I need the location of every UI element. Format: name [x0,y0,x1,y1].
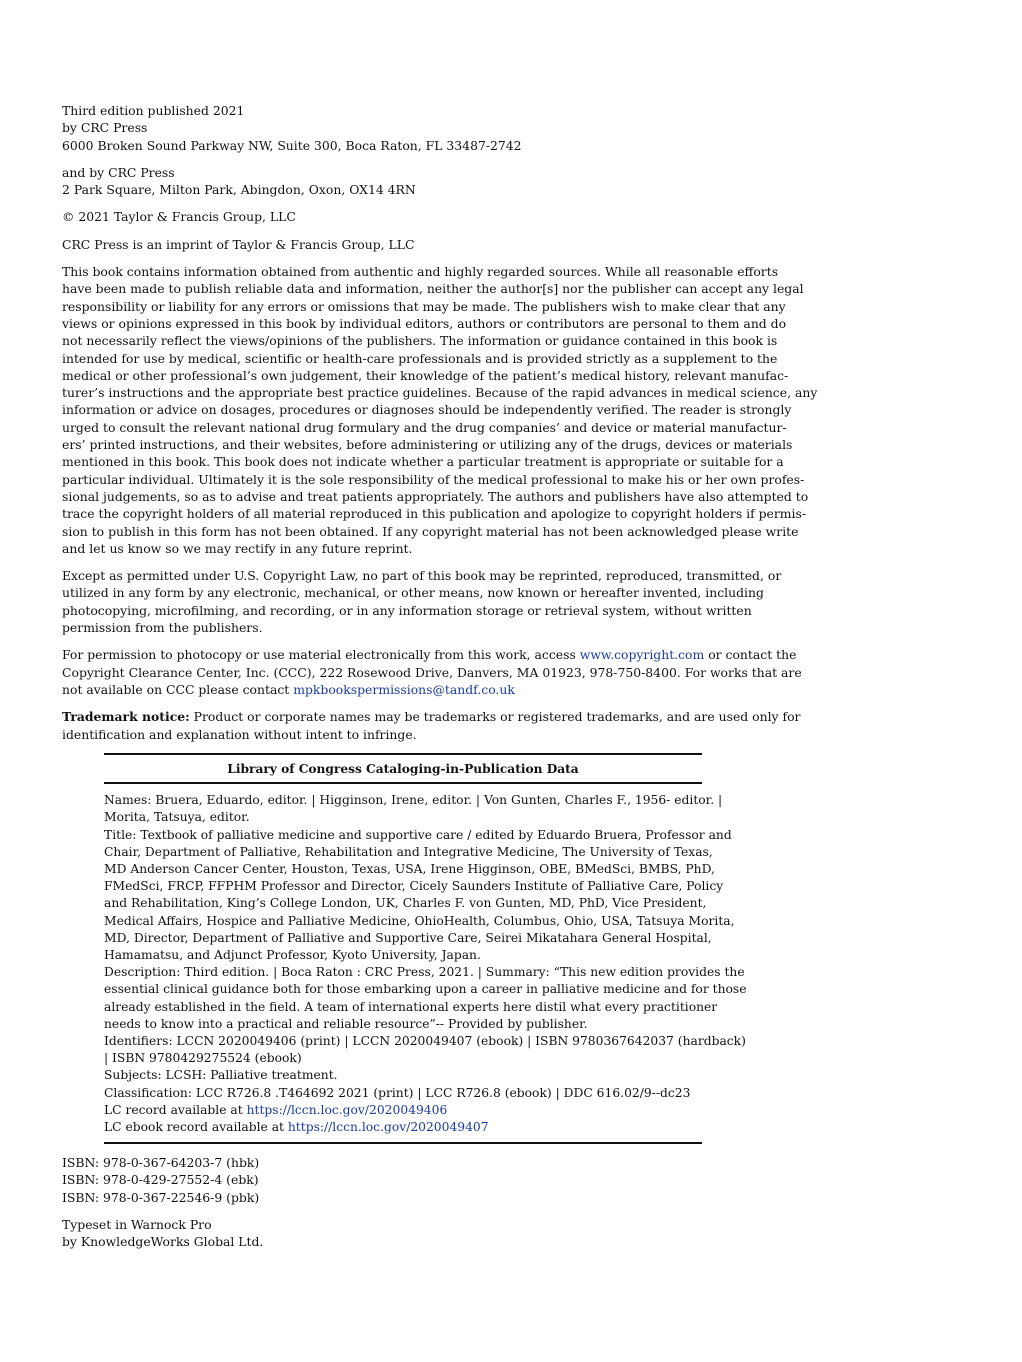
disclaimer-line: urged to consult the relevant national drug formulary and the drug companies’ and device or material manufactur- [62,419,787,435]
typeset-line: by KnowledgeWorks Global Ltd. [62,1234,264,1250]
cip-line: Classification: LCC R726.8 .T464692 2021 (print) | LCC R726.8 (ebook) | DDC 616.02/9--dc23 [104,1085,691,1100]
copyright-website-link[interactable]: www.copyright.com [579,647,705,663]
copyright-law-paragraph [62,567,782,636]
copyright-law-line: permission from the publishers. [62,620,263,636]
cip-line: Subjects: LCSH: Palliative treatment. [104,1068,338,1083]
cip-line: FMedSci, FRCP, FFPHM Professor and Director, Cicely Saunders Institute of Palliative Care, Policy [104,879,724,894]
permission-line [62,681,744,698]
cip-line: needs to know into a practical and reliable resource”-- Provided by publisher. [104,1016,588,1031]
disclaimer-line: mentioned in this book. This book does not indicate whether a particular treatment is appropriate or suitable for a [62,454,784,470]
permission-text: For permission to photocopy or use material electronically from this work, access [62,647,580,663]
cip-line: Morita, Tatsuya, editor. [104,810,250,825]
imprint-notice [62,236,744,253]
imprint-line: CRC Press is an imprint of Taylor & Francis Group, LLC [62,236,415,252]
trademark-line [62,708,801,725]
cip-title: Library of Congress Cataloging-in-Publication Data [104,755,702,784]
cip-ebook-record-line [104,1119,702,1136]
cip-line: Medical Affairs, Hospice and Palliative Medicine, OhioHealth, Columbus, Ohio, USA, Tatsuya Morita, [104,913,735,928]
cip-line: Identifiers: LCCN 2020049406 (print) | LCCN 2020049407 (ebook) | ISBN 9780367642037 (hardback) [104,1033,746,1048]
cip-record-prefix: LC record available at [104,1102,247,1117]
cip-line: already established in the field. A team of international experts here distil what every practitioner [104,999,718,1014]
copyright-law-line: utilized in any form by any electronic, mechanical, or other means, now known or hereafter invented, including [62,585,764,601]
second-publisher-info [62,164,744,199]
copyright-notice [62,208,744,225]
disclaimer-line: This book contains information obtained from authentic and highly regarded sources. While all reasonable efforts [62,264,779,280]
cip-line: Hamamatsu, and Adjunct Professor, Kyoto University, Japan. [104,947,481,962]
isbn-line: ISBN: 978-0-367-64203-7 (hbk) [62,1155,260,1171]
cip-line: essential clinical guidance both for those embarking upon a career in palliative medicine and for those [104,982,747,997]
disclaimer-line: trace the copyright holders of all material reproduced in this publication and apologize to copyright holders if permis- [62,506,807,522]
disclaimer-line: have been made to publish reliable data and information, neither the author[s] nor the publisher can accept any legal [62,281,804,297]
isbn-line: ISBN: 978-0-429-27552-4 (ebk) [62,1172,259,1188]
trademark-line: identification and explanation without intent to infringe. [62,726,417,742]
disclaimer-line: ers’ printed instructions, and their websites, before administering or utilizing any of the drugs, devices or materials [62,437,793,453]
disclaimer-line: and let us know so we may rectify in any future reprint. [62,540,413,556]
copyright-line: © 2021 Taylor & Francis Group, LLC [62,209,296,225]
cip-line: MD, Director, Department of Palliative and Supportive Care, Seirei Mikatahara General Hospital, [104,930,712,945]
publisher-line: and by CRC Press [62,164,175,180]
trademark-label: Trademark notice: [62,709,190,725]
cip-line: and Rehabilitation, King’s College London, UK, Charles F. von Gunten, MD, PhD, Vice President, [104,896,707,911]
disclaimer-line: information or advice on dosages, procedures or diagnoses should be independently verified. The reader is strongly [62,402,792,418]
publication-line: Third edition published 2021 [62,103,245,118]
cip-line: Chair, Department of Palliative, Rehabilitation and Integrative Medicine, The University of Texas, [104,844,713,859]
disclaimer-line: turer’s instructions and the appropriate best practice guidelines. Because of the rapid advances in medical science, any [62,385,818,401]
disclaimer-line: sional judgements, so as to advise and treat patients appropriately. The authors and publishers have also attempted to [62,488,809,504]
permissions-email-link[interactable]: mpkbookspermissions@tandf.co.uk [293,681,515,697]
disclaimer-line: medical or other professional’s own judgement, their knowledge of the patient’s medical history, relevant manufac- [62,367,789,383]
isbn-list [62,1154,744,1206]
trademark-notice [62,708,801,743]
trademark-text: Product or corporate names may be trademarks or registered trademarks, and are used only for [189,709,801,725]
cip-ebook-prefix: LC ebook record available at [104,1119,288,1134]
publication-line: by CRC Press [62,120,148,136]
cip-record-line [104,1102,702,1119]
lc-ebook-record-link[interactable]: https://lccn.loc.gov/2020049407 [287,1119,489,1134]
copyright-law-line: Except as permitted under U.S. Copyright Law, no part of this book may be reprinted, reproduced, transmitted, or [62,568,782,584]
cip-line: Names: Bruera, Eduardo, editor. | Higginson, Irene, editor. | Von Gunten, Charles F., 1956- editor. | [104,793,723,808]
cip-line: Title: Textbook of palliative medicine and supportive care / edited by Eduardo Bruera, Professor and [104,827,732,842]
disclaimer-line: particular individual. Ultimately it is the sole responsibility of the medical professional to make his or her own profes- [62,471,805,487]
permission-line [62,646,797,663]
cip-body [104,784,747,1142]
typeset-info [62,1216,744,1251]
cip-line: MD Anderson Cancer Center, Houston, Texas, USA, Irene Higginson, OBE, BMedSci, BMBS, PhD, [104,861,715,876]
disclaimer-line: views or opinions expressed in this book by individual editors, authors or contributors are personal to them and do [62,315,787,331]
disclaimer-line: intended for use by medical, scientific or health-care professionals and is provided strictly as a supplement to the [62,350,778,366]
permission-text: not available on CCC please contact [62,681,294,697]
publication-line: 6000 Broken Sound Parkway NW, Suite 300, Boca Raton, FL 33487-2742 [62,137,522,153]
lc-record-link[interactable]: https://lccn.loc.gov/2020049406 [246,1102,448,1117]
cip-data-box [104,753,747,1144]
copyright-law-line: photocopying, microfilming, and recording, or in any information storage or retrieval system, without written [62,602,752,618]
permission-paragraph [62,646,802,698]
disclaimer-paragraph [62,263,818,557]
permission-line: Copyright Clearance Center, Inc. (CCC), 222 Rosewood Drive, Danvers, MA 01923, 978-750-8400. For works that are [62,664,802,680]
disclaimer-line: responsibility or liability for any errors or omissions that may be made. The publishers wish to make clear that any [62,298,786,314]
permission-text: or contact the [704,647,797,663]
cip-line: Description: Third edition. | Boca Raton : CRC Press, 2021. | Summary: “This new edition provides the [104,965,745,980]
isbn-line: ISBN: 978-0-367-22546-9 (pbk) [62,1189,260,1205]
publisher-line: 2 Park Square, Milton Park, Abingdon, Oxon, OX14 4RN [62,182,416,198]
copyright-page [62,102,818,1261]
disclaimer-line: not necessarily reflect the views/opinions of the publishers. The information or guidance contained in this book is [62,333,778,349]
typeset-line: Typeset in Warnock Pro [62,1217,212,1233]
disclaimer-line: sion to publish in this form has not been obtained. If any copyright material has not been acknowledged please write [62,523,799,539]
cip-line: | ISBN 9780429275524 (ebook) [104,1051,302,1066]
publication-info [62,102,744,154]
